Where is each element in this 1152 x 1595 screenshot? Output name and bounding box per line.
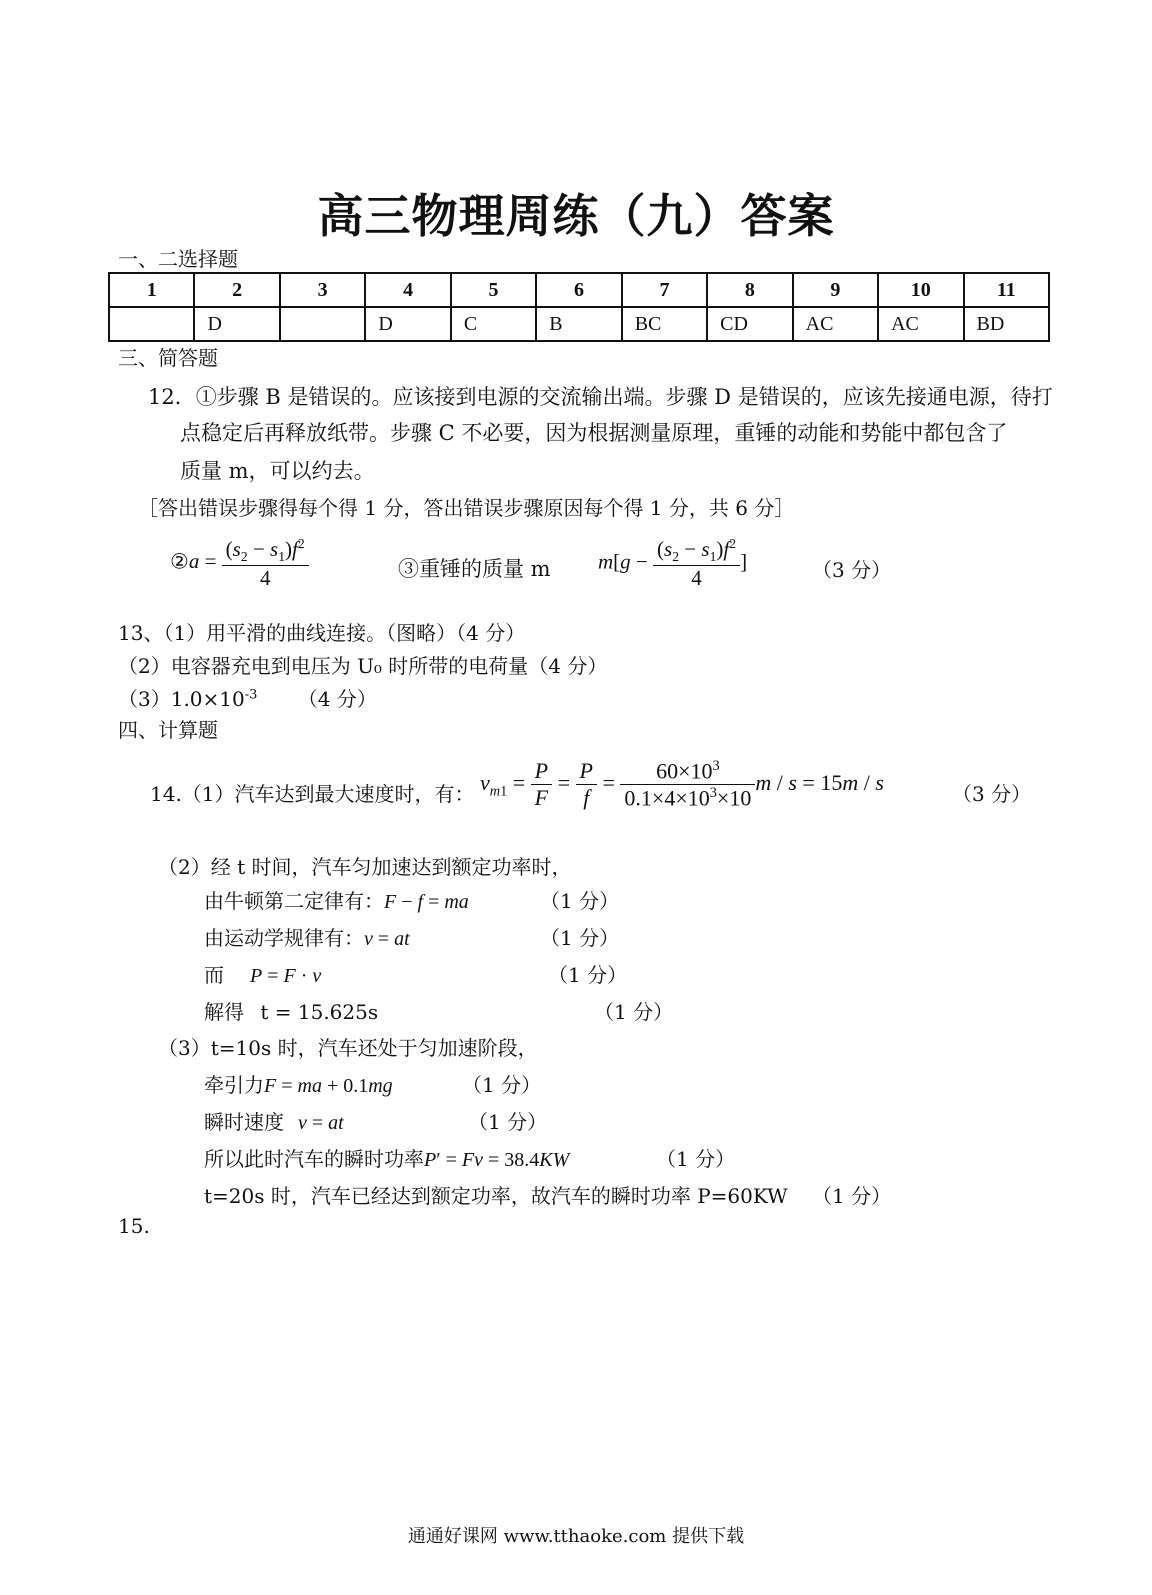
q13-part3-score: （4 分）: [297, 687, 377, 711]
q14-part2-heading: （2）经 t 时间，汽车匀加速达到额定功率时，: [158, 855, 572, 879]
q14-part3-rated-power-score: （1 分）: [812, 1184, 892, 1208]
answer-table-question-number: 1: [109, 273, 194, 307]
q14-part1-score: （3 分）: [952, 782, 1032, 806]
answer-table-answer-cell: B: [536, 307, 621, 341]
answer-table-answer-cell: [109, 307, 194, 341]
answer-table-answer-cell: BD: [964, 307, 1049, 341]
page-title: 高三物理周练（九）答案: [317, 189, 835, 243]
q14-part3-heading: （3）t=10s 时，汽车还处于匀加速阶段，: [158, 1036, 538, 1060]
answer-table-question-number: 3: [280, 273, 365, 307]
q14-part2-newton-score: （1 分）: [540, 889, 620, 913]
q14-part2-power-score: （1 分）: [548, 963, 628, 987]
answer-table: [108, 272, 1050, 342]
answer-table-question-number: 5: [451, 273, 536, 307]
q13-part2: （2）电容器充电到电压为 U₀ 时所带的电荷量（4 分）: [118, 654, 608, 678]
q13-part3: [118, 683, 377, 712]
q14-part2-newton-label: 由牛顿第二定律有：: [204, 889, 384, 913]
q14-part2-solve-label: 解得: [204, 1000, 244, 1024]
section-short-answer-heading: 三、简答题: [118, 346, 218, 370]
answer-table-answer-cell: BC: [622, 307, 707, 341]
q13-part3-value: （3）1.0×10: [118, 687, 245, 711]
q14-max-speed-formula: $v_{m1}$ = $\frac{P}{F}$ = $\frac{P}{f}$ = $\frac{60\times 10^3}{0.1\times 4\times 10^3\times 10}$ m / s = 15m / s: [480, 758, 884, 811]
q14-part2-solve: [204, 996, 378, 1025]
q14-part3-rated-power: t=20s 时，汽车已经达到额定功率，故汽车的瞬时功率 P=60KW: [204, 1184, 788, 1208]
q12-formula-force: m[g − $\frac{(s_2 - s_1)f^2}{4}$ ]: [598, 536, 748, 591]
q15-label: 15.: [118, 1214, 150, 1238]
q14-part3-velocity-score: （1 分）: [468, 1110, 548, 1134]
section-choice-heading: 一、二选择题: [118, 247, 238, 271]
q12-part2-marker: ②: [170, 549, 189, 574]
answer-table-question-number: 4: [365, 273, 450, 307]
page-footer: 通通好课网 www.tthaoke.com 提供下载: [407, 1526, 745, 1547]
q12-score-note: ［答出错误步骤得每个得 1 分，答出错误步骤原因每个得 1 分，共 6 分］: [138, 496, 795, 520]
answer-table-answer-cell: D: [365, 307, 450, 341]
q14-part3-power-label: 所以此时汽车的瞬时功率: [204, 1147, 424, 1171]
answer-table-answer-cell: D: [194, 307, 279, 341]
q12-part3: ③重锤的质量 m: [398, 557, 551, 581]
q12-line1: 12．①步骤 B 是错误的。应该接到电源的交流输出端。步骤 D 是错误的，应该先接通电源，待打: [148, 385, 1053, 409]
answer-table-question-number: 11: [964, 273, 1049, 307]
answer-table-answer-cell: AC: [793, 307, 878, 341]
q14-part3-traction-label: 牵引力: [204, 1073, 264, 1097]
q14-part3-power: 所以此时汽车的瞬时功率P′ = Fv = 38.4KW: [204, 1147, 570, 1171]
q14-part2-kinematics-score: （1 分）: [540, 926, 620, 950]
q12-line3: 质量 m，可以约去。: [180, 459, 375, 483]
q13-part1: 13、（1）用平滑的曲线连接。（图略）（4 分）: [118, 621, 526, 645]
q12-score: （3 分）: [812, 558, 892, 582]
q13-part3-exponent: -3: [244, 687, 258, 703]
answer-table-question-number: 8: [707, 273, 792, 307]
q14-part3-velocity-label: 瞬时速度: [204, 1110, 284, 1134]
answer-table-question-number: 2: [194, 273, 279, 307]
q12-line2: 点稳定后再释放纸带。步骤 C 不必要，因为根据测量原理，重锤的动能和势能中都包含了: [180, 421, 1008, 445]
q14-part3-velocity: 瞬时速度 v = at: [204, 1110, 344, 1134]
q14-part2-power: 而 P = F · v: [204, 963, 322, 987]
section-calculation-heading: 四、计算题: [118, 718, 218, 742]
answer-table-answer-cell: [280, 307, 365, 341]
answer-table-answer-cell: CD: [707, 307, 792, 341]
q14-part2-newton: 由牛顿第二定律有：F − f = ma: [204, 889, 469, 913]
q14-part2-kinematics: 由运动学规律有：v = at: [204, 926, 410, 950]
q14-part3-traction: 牵引力F = ma + 0.1mg: [204, 1073, 393, 1097]
answer-table-question-number: 10: [878, 273, 963, 307]
answer-table-question-number: 6: [536, 273, 621, 307]
q14-part3-traction-score: （1 分）: [462, 1073, 542, 1097]
answer-table-header-row: [109, 273, 1049, 307]
q14-part2-power-label: 而: [204, 963, 224, 987]
answer-table-answer-cell: C: [451, 307, 536, 341]
q12-formula-acceleration: ②a = $\frac{(s_2 - s_1)f^2}{4}$: [170, 536, 309, 591]
answer-table-answer-row: [109, 307, 1049, 341]
q14-part1-label: 14.（1）汽车达到最大速度时，有：: [150, 782, 475, 806]
q14-part3-power-score: （1 分）: [656, 1147, 736, 1171]
answer-table-answer-cell: AC: [878, 307, 963, 341]
answer-table-question-number: 9: [793, 273, 878, 307]
q14-part2-solve-value: t = 15.625s: [260, 1000, 379, 1024]
q14-part2-solve-score: （1 分）: [594, 1000, 674, 1024]
q14-part2-kinematics-label: 由运动学规律有：: [204, 926, 364, 950]
answer-table-question-number: 7: [622, 273, 707, 307]
